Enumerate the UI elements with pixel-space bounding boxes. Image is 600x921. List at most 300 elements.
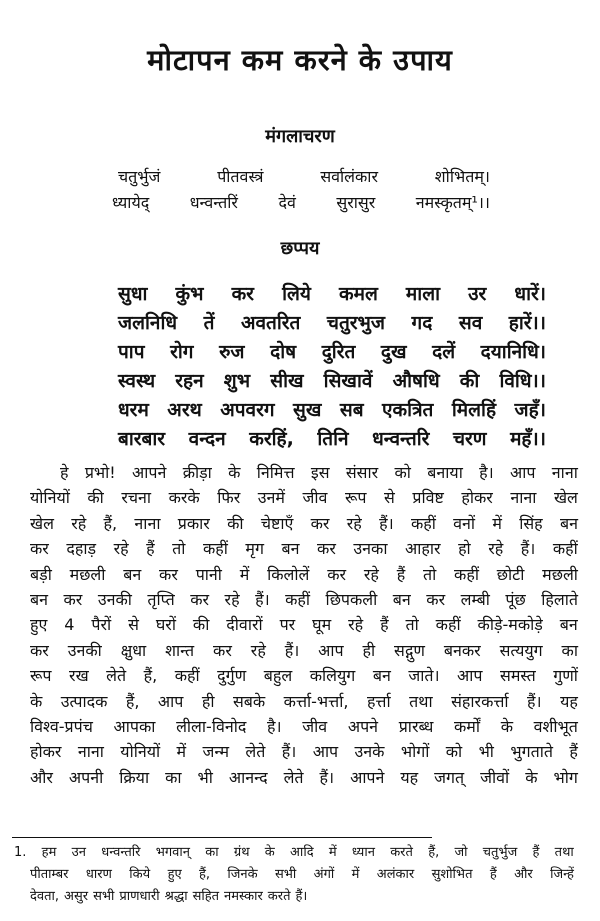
word: चतुर्भुजं (118, 167, 161, 186)
word: क्रिया (119, 767, 150, 787)
word: असुर (64, 889, 89, 904)
word: पूंछ (505, 589, 526, 609)
word: हैं। (319, 767, 335, 787)
word: सुधा (118, 283, 148, 305)
word: संहारकर्त्ता (451, 691, 509, 711)
word: आप (457, 666, 483, 686)
word: कहीं (202, 539, 228, 559)
verse-line (118, 338, 546, 367)
verse-line (118, 367, 546, 396)
word: कीड़े-मकोड़े (477, 615, 543, 635)
word: ग्रंथ (233, 845, 250, 860)
word: के (228, 463, 241, 482)
word: कर (426, 589, 446, 609)
word: 4 (64, 615, 75, 635)
word: हैं। (255, 589, 270, 609)
word: में (239, 564, 250, 584)
word: सबके (232, 691, 266, 711)
word: धन्वन्तरि (372, 428, 430, 450)
prose-line (30, 511, 578, 536)
word: हैं (380, 615, 389, 635)
word: स्वस्थ (118, 370, 156, 392)
word: सुशोभित (431, 867, 473, 882)
word: कर (317, 539, 336, 559)
word: में (176, 742, 187, 762)
word: जीवों (480, 767, 510, 787)
word: पीताम्बर (30, 867, 69, 882)
word: हर्त्ता (366, 691, 391, 711)
word: दलें (432, 341, 456, 363)
footnote-line (14, 886, 574, 908)
word: कुंभ (175, 283, 204, 305)
word: तो (405, 615, 419, 635)
word: अपनी (68, 767, 104, 787)
word: भोगों (400, 742, 430, 762)
word: उनमें (257, 488, 285, 508)
word: वनों (453, 513, 476, 533)
word: जलनिधि (118, 312, 178, 334)
word: जगत् (434, 767, 465, 787)
word: भुगताते (510, 742, 553, 762)
word: देवं (278, 193, 296, 212)
word: अलंकार (376, 867, 415, 882)
word: हैं। (520, 539, 536, 559)
word: दहाड़ (66, 539, 97, 559)
word: तृप्ति (147, 589, 175, 609)
word: जहँ। (514, 399, 546, 421)
word: सीख (270, 370, 304, 392)
word: आपने (350, 767, 385, 787)
word: बन (30, 589, 49, 609)
footnote-line (14, 864, 574, 886)
word: और (30, 767, 53, 787)
word: लम्बी (460, 589, 490, 609)
word: हैं (146, 539, 155, 559)
word: का (561, 640, 578, 660)
word: लिये (282, 283, 311, 305)
word: बड़ी (30, 564, 52, 584)
word: आप (312, 742, 339, 762)
word: प्रभो! (84, 463, 116, 482)
word: हम (41, 845, 57, 860)
prose-line (30, 689, 578, 714)
word: है। (267, 716, 282, 736)
word: जो (454, 845, 468, 860)
prose-line (30, 663, 578, 688)
prose-line (30, 485, 578, 510)
word: कर (231, 283, 254, 305)
section-heading-chhappay: छप्पय (280, 238, 320, 259)
prose-line (30, 739, 578, 764)
word: नमस्कार (224, 889, 263, 904)
word: किलोलें (267, 564, 310, 584)
word: फिर (217, 488, 241, 508)
word: अरथ (167, 399, 202, 421)
word: खेल (30, 513, 54, 533)
word: एकत्रित (382, 399, 434, 421)
word: पानी (195, 564, 222, 584)
word: धारें। (514, 283, 546, 305)
word: अंगों (313, 867, 335, 882)
word: कर्त्ता-भर्त्ता, (283, 691, 349, 711)
word: श्रद्धा (164, 889, 188, 904)
word: करहिं, (249, 428, 294, 450)
word: चेष्टाएँ (260, 513, 294, 533)
word: धरम (118, 399, 149, 421)
word: सब (339, 399, 364, 421)
word: है। (479, 463, 494, 482)
word: प्रकार (177, 513, 210, 533)
word: कर (159, 564, 178, 584)
word: तथा (409, 691, 433, 711)
word: हो (458, 539, 471, 559)
word: हैं, (428, 845, 440, 860)
word: में (492, 513, 502, 533)
word: को (394, 463, 411, 482)
prose-line (30, 536, 578, 561)
word: रहे (71, 513, 87, 533)
word: दीवारों (226, 615, 263, 635)
word: कहीं (410, 513, 436, 533)
word: में (351, 867, 360, 882)
word: के (30, 691, 43, 711)
word: यह (560, 691, 578, 711)
word: निमित्त (256, 463, 295, 482)
prose-line (30, 714, 578, 739)
word: बनकर (443, 640, 481, 660)
word: शुभ (223, 370, 251, 392)
word: प्रारब्ध (398, 716, 434, 736)
word: लेते (106, 666, 127, 686)
word: चतुरभुज (326, 312, 386, 334)
word: को (445, 742, 463, 762)
word: होकर (30, 742, 62, 762)
word: जीव (302, 716, 328, 736)
word: के (525, 767, 538, 787)
word: भी (197, 767, 213, 787)
word: हैं। (295, 889, 308, 904)
word: माला (405, 283, 441, 305)
word: मछली (542, 564, 578, 584)
word: रचना (121, 488, 152, 508)
word: ही (201, 691, 215, 711)
word: दुर्गुण (217, 666, 247, 686)
word: तिनि (317, 428, 349, 450)
word: अपने (347, 716, 379, 736)
word: कर (213, 640, 232, 660)
word: सव (458, 312, 483, 334)
word: बन (559, 615, 578, 635)
footnote-line (14, 842, 574, 864)
word: कहीं (285, 589, 311, 609)
word: लेते (245, 742, 266, 762)
word: लीला-विनोद (176, 716, 247, 736)
word: उनकी (67, 640, 102, 660)
word: आनन्द (228, 767, 268, 787)
word: आहार (405, 539, 441, 559)
word: के (264, 845, 275, 860)
shloka-line (112, 190, 490, 216)
sanskrit-shloka (112, 164, 490, 216)
word: प्रविष्ट (412, 488, 444, 508)
word: दयानिधि। (480, 341, 546, 363)
word: अवतरित (240, 312, 301, 334)
word: बहुल (263, 666, 293, 686)
word: तो (422, 564, 437, 584)
word: और (514, 867, 533, 882)
word: गुणों (553, 666, 578, 686)
word: शोभितम्। (434, 167, 490, 186)
word: वशीभूत (533, 716, 578, 736)
word: की (192, 615, 210, 635)
word: आप (510, 463, 536, 482)
prose-line (30, 562, 578, 587)
word: कहीं (454, 564, 479, 584)
word: नमस्कृतम्¹।। (415, 193, 490, 212)
word: धन्वन्तरि (101, 845, 141, 860)
word: सिखावें (323, 370, 373, 392)
word: औषधि (392, 370, 440, 392)
word: रुज (219, 341, 245, 363)
word: हैं (489, 867, 497, 882)
word: रख (69, 666, 89, 686)
word: बन (392, 589, 411, 609)
word: धन्वन्तरिं (189, 193, 238, 212)
shloka-line (118, 164, 490, 190)
word: उर (468, 283, 487, 305)
word: देवता, (30, 889, 60, 904)
word: में (328, 845, 337, 860)
word: बन (372, 666, 391, 686)
word: सभी (93, 889, 115, 904)
word: अपवरग (220, 399, 275, 421)
word: तें (203, 312, 215, 334)
word: पीतवस्त्रं (217, 167, 264, 186)
word: खेल (553, 488, 578, 508)
prose-line (30, 765, 578, 790)
word: उनके (354, 742, 385, 762)
word: हैं, (199, 867, 211, 882)
word: रहन (175, 370, 204, 392)
word: रहे (224, 589, 240, 609)
word: बारबार (118, 428, 166, 450)
word: जिन्हें (550, 867, 574, 882)
footnote (14, 842, 574, 908)
word: उनका (353, 539, 388, 559)
word: करके (168, 488, 200, 508)
word: रूप (30, 666, 52, 686)
word: हैं। (281, 742, 297, 762)
verse-line (118, 280, 546, 309)
word: हैं (569, 742, 578, 762)
word: रहे (348, 615, 364, 635)
word: बनाया (427, 463, 463, 482)
word: शान्त (165, 640, 195, 660)
word: दोष (270, 341, 297, 363)
word: पाप (118, 341, 145, 363)
word: का (205, 845, 219, 860)
word: नाना (551, 463, 578, 482)
word: रहे (488, 539, 504, 559)
word: करते (390, 845, 413, 860)
word: मिलहिं (451, 399, 497, 421)
word: मृग (245, 539, 264, 559)
word: तो (172, 539, 186, 559)
word: रहे (250, 640, 266, 660)
word: आपका (113, 716, 156, 736)
verse-line (118, 396, 546, 425)
footnote-divider (12, 837, 432, 838)
word: का (165, 767, 182, 787)
word: हैं। (284, 640, 300, 660)
word: हैं। (379, 513, 394, 533)
word: घूम (312, 615, 332, 635)
word: रहे (113, 539, 129, 559)
prose-line (30, 587, 578, 612)
word: संसार (345, 463, 379, 482)
word: हैं, (125, 691, 140, 711)
word: इस (310, 463, 330, 482)
section-heading-invocation: मंगलाचरण (265, 126, 335, 147)
word: आप (318, 640, 344, 660)
word: से (384, 488, 395, 508)
word: रहे (363, 564, 379, 584)
word: आपने (132, 463, 167, 482)
word: सिंह (519, 513, 543, 533)
word: वन्दन (188, 428, 226, 450)
word: कर (30, 640, 49, 660)
verse-line (118, 309, 546, 338)
word: सहित (192, 889, 220, 904)
word: उन (71, 845, 86, 860)
word: जीव (302, 488, 328, 508)
word: जन्म (202, 742, 230, 762)
word: की (227, 513, 244, 533)
chhappay-verse (118, 280, 546, 454)
word: हैं (396, 564, 406, 584)
word: आप (157, 691, 184, 711)
word: ध्यायेद् (112, 193, 150, 212)
word: बन (559, 513, 578, 533)
prose-line (30, 460, 578, 485)
word: हुए (30, 615, 48, 635)
word: मछली (69, 564, 106, 584)
word: ही (362, 640, 376, 660)
word: हैं, (103, 513, 118, 533)
word: क्रीड़ा (182, 463, 212, 482)
page-title: मोटापन कम करने के उपाय (147, 43, 453, 77)
word: चरण (452, 428, 487, 450)
word: रूप (344, 488, 367, 508)
word: कर (327, 564, 347, 584)
word: करते (267, 889, 291, 904)
word: कहीं (174, 666, 200, 686)
word: नाना (77, 742, 104, 762)
word: होकर (461, 488, 493, 508)
word: सभी (275, 867, 297, 882)
word: हुए (167, 867, 182, 882)
word: दुरित (321, 341, 356, 363)
word: तथा (554, 845, 574, 860)
word: कहीं (435, 615, 461, 635)
word: पर (279, 615, 296, 635)
word: के (500, 716, 513, 736)
word: घरों (155, 615, 176, 635)
word: 1. (14, 845, 27, 860)
word: सुरासुर (336, 193, 376, 212)
word: प्राणधारी (119, 889, 160, 904)
word: योनियों (120, 742, 161, 762)
word: पैरों (91, 615, 112, 635)
word: कमल (338, 283, 378, 305)
word: कर (190, 589, 210, 609)
word: से (128, 615, 139, 635)
word: कलियुग (309, 666, 356, 686)
word: बन (123, 564, 142, 584)
word: नाना (134, 513, 161, 533)
word: समस्त (500, 666, 536, 686)
word: चतुर्भुज (482, 845, 518, 860)
word: योनियों (30, 488, 70, 508)
word: की (87, 488, 104, 508)
word: भगवान् (155, 845, 190, 860)
word: छिपकली (325, 589, 378, 609)
word: उत्पादक (60, 691, 108, 711)
word: हैं (532, 845, 540, 860)
word: कर (63, 589, 83, 609)
word: विश्व-प्रपंच (30, 716, 93, 736)
word: रहे (346, 513, 362, 533)
prose-paragraph (30, 460, 578, 790)
word: बन (281, 539, 300, 559)
word: यह (400, 767, 419, 787)
word: लेते (283, 767, 304, 787)
word: कहीं (552, 539, 578, 559)
word: हैं। (527, 691, 542, 711)
word: कर (30, 539, 49, 559)
word: सुख (293, 399, 322, 421)
word: कर (310, 513, 330, 533)
word: सद्गुण (394, 640, 425, 660)
word: हिलाते (541, 589, 578, 609)
word: सत्ययुग (499, 640, 543, 660)
word: हे (60, 463, 69, 482)
prose-line (30, 638, 578, 663)
word: धारण (85, 867, 112, 882)
word: जाते। (408, 666, 440, 686)
word: किये (129, 867, 151, 882)
word: सर्वालंकार (320, 167, 378, 186)
word: भी (478, 742, 494, 762)
word: कर्मों (454, 716, 481, 736)
word: नाना (510, 488, 537, 508)
word: छोटी (496, 564, 525, 584)
word: भोग (553, 767, 578, 787)
word: हैं, (143, 666, 158, 686)
word: क्षुधा (120, 640, 147, 660)
word: दुख (380, 341, 407, 363)
verse-line (118, 425, 546, 454)
word: की (459, 370, 480, 392)
word: हारें।। (508, 312, 546, 334)
word: विधि।। (499, 370, 546, 392)
word: महँ।। (510, 428, 546, 450)
prose-line (30, 612, 578, 637)
word: आदि (290, 845, 314, 860)
word: गद (411, 312, 433, 334)
word: जिनके (227, 867, 258, 882)
word: रोग (170, 341, 194, 363)
